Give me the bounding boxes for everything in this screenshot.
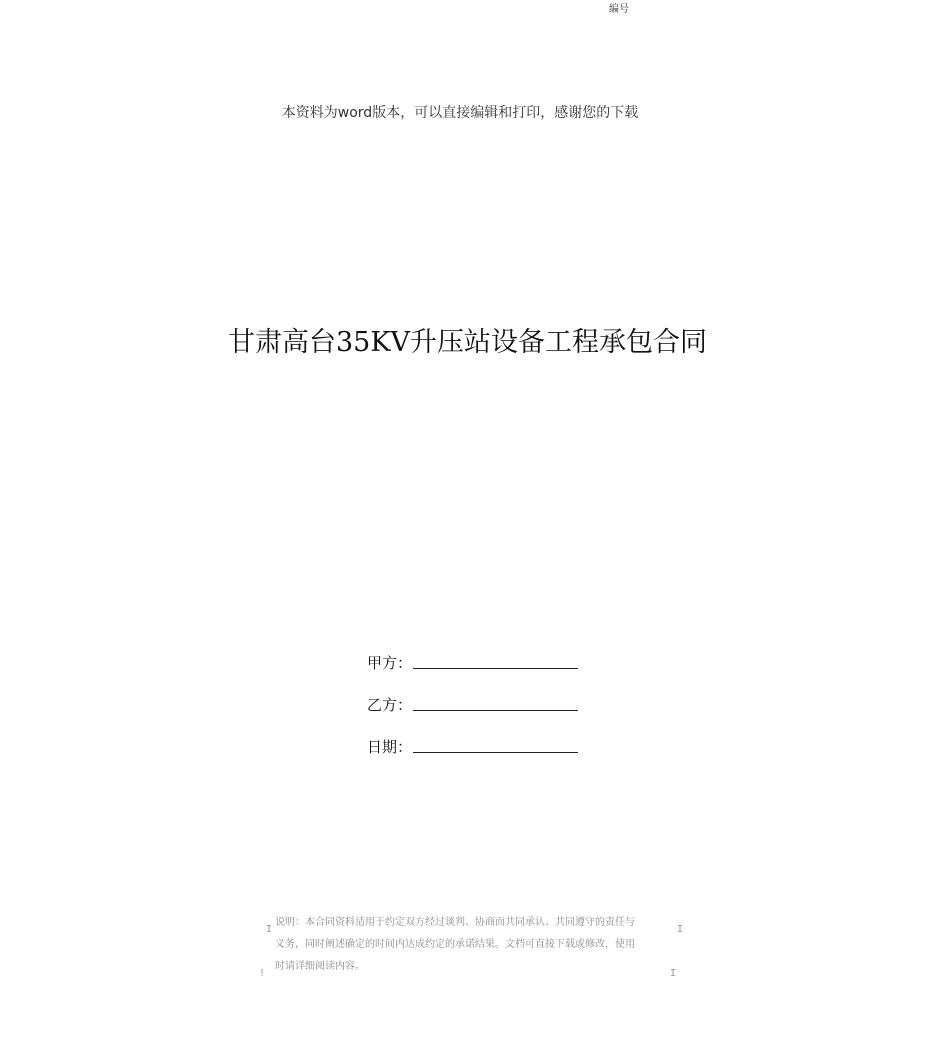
usage-note-line: 说明：本合同资料适用于约定双方经过谈判、协商而共同承认、共同遵守的责任与 <box>275 917 635 928</box>
party-a-field[interactable] <box>413 652 578 669</box>
usage-note-line: 时请详细阅读内容。 <box>275 961 365 972</box>
scan-mark: I <box>670 968 677 979</box>
download-notice: 本资料为word版本，可以直接编辑和打印，感谢您的下载 <box>281 105 639 121</box>
usage-note-line: 义务，同时阐述确定的时间内达成约定的承诺结果。文档可直接下载或修改，使用 <box>275 939 635 950</box>
party-b-field[interactable] <box>413 694 578 711</box>
date-field[interactable] <box>413 736 578 753</box>
date-label: 日期： <box>367 738 413 756</box>
contract-title: 甘肃高台35KV升压站设备工程承包合同 <box>227 327 708 358</box>
usage-note <box>275 912 661 978</box>
date-row <box>367 736 607 778</box>
signature-block <box>367 652 607 778</box>
scan-mark: ! <box>259 968 266 979</box>
party-a-row <box>367 652 607 694</box>
scan-mark: I <box>266 924 273 935</box>
party-b-label: 乙方： <box>367 696 413 714</box>
party-a-label: 甲方： <box>367 654 413 672</box>
scan-mark: I <box>677 924 684 935</box>
party-b-row <box>367 694 607 736</box>
document-number-label: 编号 <box>609 4 629 15</box>
